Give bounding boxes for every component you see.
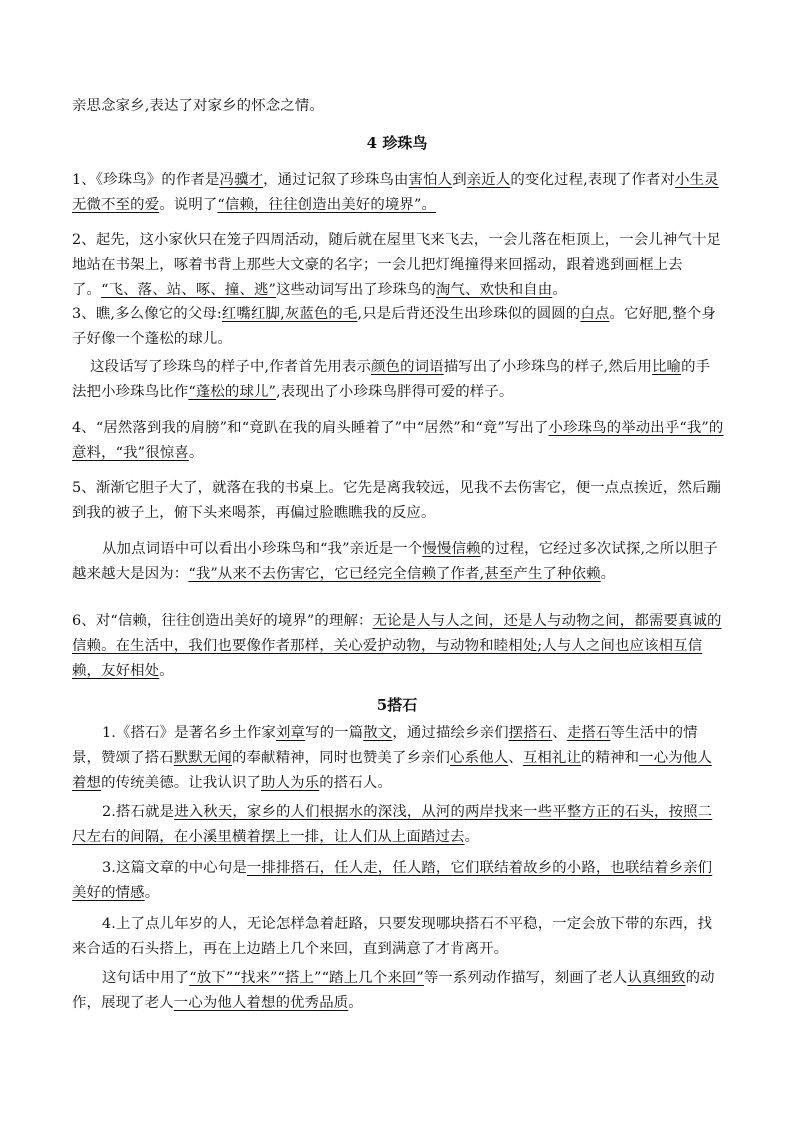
text-run: 的搭石人。 <box>319 775 392 791</box>
s5-paragraph-3 <box>72 856 724 906</box>
underlined-answer: 刘章 <box>275 725 306 741</box>
underlined-answer: 小珍珠鸟的举动出乎“我”的意料，“我”很惊喜 <box>72 420 724 461</box>
intro-paragraph <box>72 94 724 119</box>
text-run: 。 <box>552 282 567 298</box>
underlined-answer: 比喻 <box>652 359 682 375</box>
text-run: 的动作，展现了老人 <box>72 970 715 1011</box>
text-run: 写的一篇 <box>305 725 364 741</box>
underlined-answer: 助人为乐 <box>261 775 320 791</box>
text-run: 。 <box>159 663 174 679</box>
underlined-answer: 无论是人与人之间，还是人与动物之间，都需要真诚的信赖。在生活中，我们也要像作者那样，关心爱护动物，与动物和睦相处;人与人之间也应该相互信赖，友好相处 <box>72 613 722 679</box>
underlined-answer: 淘气、欢快和自由 <box>436 282 553 298</box>
underlined-answer: 害怕人 <box>408 172 453 188</box>
underlined-answer: “踏上几个来回” <box>321 970 424 986</box>
section-5-title: 5搭石 <box>376 696 418 714</box>
text-run: 从加点词语中可以看出小珍珠鸟和“我”亲近是一个 <box>102 541 423 557</box>
underlined-answer: 一心为他人着想的优秀品质 <box>173 995 349 1011</box>
text-run: 。 <box>348 995 363 1011</box>
underlined-answer: 慢慢信赖 <box>422 541 481 557</box>
text-run: 1.《搭石》是著名乡土作家 <box>102 725 276 741</box>
text-run: 的精神和 <box>580 750 640 766</box>
text-run: ,表现出了小珍珠鸟胖得可爱的样子。 <box>276 384 514 400</box>
text-run: 的手法把小珍珠鸟比作 <box>72 359 711 400</box>
underlined-answer: 摆搭石 <box>508 725 553 741</box>
s5-paragraph-1 <box>72 721 724 796</box>
text-run: 3.这篇文章的中心句是 <box>102 860 247 876</box>
underlined-answer: 散文 <box>363 725 393 741</box>
underlined-answer: 走搭石 <box>566 725 611 741</box>
text-run: 3、瞧,多么像它的父母: <box>72 306 222 322</box>
s4-paragraph-6 <box>72 609 724 684</box>
text-run: 。 <box>188 445 204 461</box>
s4-paragraph-3b <box>72 355 724 405</box>
text-run: 2.搭石就是 <box>102 804 175 820</box>
text-run: ,只是后背还没生出珍珠似的圆圆的 <box>357 306 581 322</box>
text-run: 。说明了 <box>159 197 218 213</box>
text-run: 这句话中用了 <box>102 970 190 986</box>
text-run: 亲思念家乡,表达了对家乡的怀念之情。 <box>72 98 324 114</box>
text-run: ，通过描绘乡亲们 <box>392 725 509 741</box>
underlined-answer: “信赖，往往创造出美好的境界”。 <box>217 197 437 213</box>
underlined-answer: “我”从来不去伤害它，它已经完全信赖了作者,甚至产生了种依赖 <box>188 566 601 582</box>
text-run: 的传统美德。让我认识了 <box>101 775 262 791</box>
underlined-answer: 冯骥才 <box>219 172 264 188</box>
text-run: 这些动词写出了珍珠鸟的 <box>276 282 437 298</box>
text-run: 等一系列动作描写，刻画了老人 <box>423 970 628 986</box>
underlined-answer: 进入秋天，家乡的人们根据水的深浅，从河的两岸找来一些平整方正的石头，按照二尺左右的间隔，在小溪里横着摆上一排，让人们从上面踏过去 <box>72 804 713 845</box>
underlined-answer: “搭上” <box>277 970 322 986</box>
underlined-answer: “飞、落、站、啄、撞、逃” <box>101 282 277 298</box>
s5-paragraph-4b <box>72 966 724 1016</box>
s4-paragraph-3 <box>72 302 724 352</box>
text-run: 5、渐渐它胆子大了，就落在我的书桌上。它先是离我较远，见我不去伤害它，便一点点挨近，然后蹦到我的被子上，俯下头来喝茶，再偏过脸瞧瞧我的反应。 <box>72 480 722 521</box>
underlined-answer: 互相礼让 <box>522 750 581 766</box>
text-run: 。 <box>464 829 480 845</box>
underlined-answer: “蓬松的球儿” <box>188 384 277 400</box>
s4-paragraph-5b <box>72 537 724 587</box>
text-run: 。 <box>600 566 616 582</box>
text-run: 4、“居然落到我的肩膀”和“竟趴在我的肩头睡着了”中“居然”和“竟”写出了 <box>72 420 549 436</box>
underlined-answer: 一排排搭石，任人走，任人踏，它们联结着故乡的小路，也联结着乡亲们美好的情感 <box>72 860 713 901</box>
text-run: 到 <box>452 172 467 188</box>
text-run: 6、对“信赖，往往创造出美好的境界”的理解： <box>72 613 373 629</box>
s4-paragraph-2 <box>72 228 724 303</box>
underlined-answer: 红嘴红脚,灰蓝色的毛 <box>221 306 358 322</box>
text-run: 、 <box>552 725 567 741</box>
text-run: 、 <box>508 750 523 766</box>
s5-paragraph-2 <box>72 800 724 850</box>
text-run: 。它好肥,整个身子好像一个蓬松的球儿。 <box>72 306 716 347</box>
s4-paragraph-5 <box>72 476 724 526</box>
s4-paragraph-4 <box>72 416 724 466</box>
section-4-title: 4 珍珠鸟 <box>366 134 428 152</box>
underlined-answer: “找来” <box>233 970 278 986</box>
text-run: 的过程，它经过多次试探,之所以胆子越来越大是因为： <box>72 541 718 582</box>
underlined-answer: 认真细致 <box>627 970 686 986</box>
underlined-answer: “放下” <box>189 970 234 986</box>
underlined-answer: 小生灵无微不至的爱 <box>72 172 719 213</box>
underlined-answer: 心系他人 <box>450 750 509 766</box>
text-run: 等生活中的情景，赞颂了搭石 <box>72 725 698 766</box>
text-run: 1、《珍珠鸟》的作者是 <box>72 172 220 188</box>
underlined-answer: 一心为他人着想 <box>72 750 712 791</box>
underlined-answer: 默默无闻 <box>173 750 232 766</box>
text-run: 描写出了小珍珠鸟的样子,然后用 <box>443 359 653 375</box>
text-run: 。 <box>144 885 160 901</box>
text-run: 4.上了点儿年岁的人，无论怎样急着赶路，只要发现哪块搭石不平稳，一定会放下带的东西，找来合适的石头搭上，再在上边踏上几个来回，直到满意了才肯离开。 <box>72 916 713 957</box>
text-run: 的变化过程,表现了作者对 <box>510 172 676 188</box>
text-run: ，通过记叙了珍珠鸟由 <box>263 172 409 188</box>
text-run: 2、起先，这小家伙只在笼子四周活动，随后就在屋里飞来飞去，一会儿落在柜顶上，一会儿神气十足地站在书架上，啄着书背上那些大文豪的名字；一会儿把灯绳撞得来回摇动，跟着逃到画框上去了。 <box>72 232 722 298</box>
s4-paragraph-1 <box>72 168 724 218</box>
s5-paragraph-4 <box>72 912 724 962</box>
text-run: 的奉献精神，同时也赞美了乡亲们 <box>231 750 451 766</box>
underlined-answer: 颜色的词语 <box>371 359 444 375</box>
text-run: 这段话写了珍珠鸟的样子中,作者首先用表示 <box>90 359 371 375</box>
underlined-answer: 白点 <box>580 306 610 322</box>
underlined-answer: 亲近人 <box>466 172 511 188</box>
